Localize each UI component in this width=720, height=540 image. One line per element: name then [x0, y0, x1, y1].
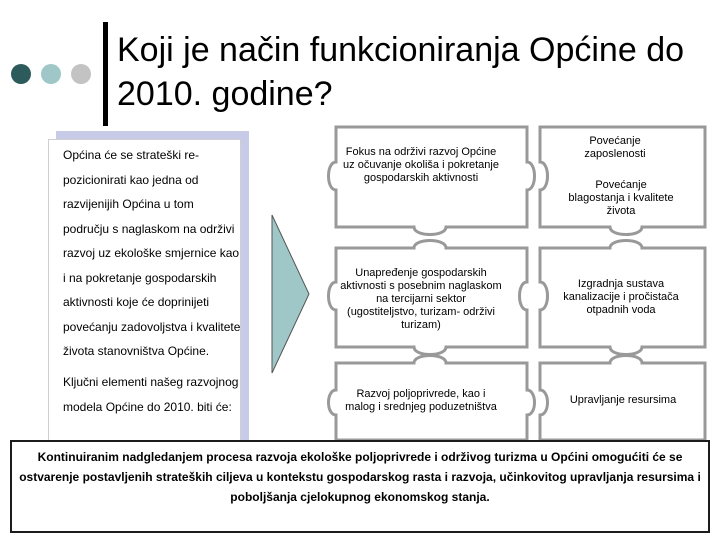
slide-title: Koji je način funkcioniranja Općine do 2010. godine?	[117, 31, 685, 113]
panel-paragraph-1: Općina će se strateški re-pozicionirati kao jedna od razvijenijih Općina u tom području s naglaskom na održivi razvoj uz ekološke smjernice kao i na pokretanje gospodarskih aktivnosti koje će doprinijeti povećanju zadovoljstva i kvalitete života stanovništva Općine.	[63, 148, 241, 358]
panel-paragraph-2: Ključni elementi našeg razvojnog modela Općine do 2010. biti će:	[63, 375, 239, 414]
title-divider	[103, 22, 108, 126]
puzzle-piece-4	[522, 112, 714, 242]
piece-text-1: Fokus na održivi razvoj Općine uz očuvanje okoliša i pokretanje gospodarskih aktivnosti	[343, 146, 499, 184]
summary-box: Kontinuiranim nadgledanjem procesa razvoja ekološke poljoprivrede i održivog turizma u Općini omogućiti će se ostvarenje postavljenih strateških ciljeva u kontekstu gospodarskog rasta i razvoja, učinkovitog upravljanja resursima i poboljšanja cjelokupnog ekonomskog stanja.	[10, 440, 710, 533]
chevron-arrow-icon	[271, 214, 311, 374]
piece-text-2: Unapređenje gospodarskih aktivnosti s posebnim naglaskom na tercijarni sektor (ugostiteljstvo, turizam- održivi turizam)	[340, 267, 502, 331]
piece-text-4b: Povećanje blagostanja i kvalitete života	[568, 179, 674, 217]
piece-text-4a: Povećanje zaposlenosti	[584, 135, 646, 160]
decor-dot-grey	[71, 64, 91, 84]
decor-dot-light	[41, 64, 61, 84]
decor-dot-dark	[11, 64, 31, 84]
piece-text-5: Izgradnja sustava kanalizacije i pročistača otpadnih voda	[563, 278, 679, 316]
piece-text-3: Razvoj poljoprivrede, kao i malog i srednjeg poduzetništva	[345, 388, 497, 413]
piece-text-6: Upravljanje resursima	[569, 394, 677, 406]
